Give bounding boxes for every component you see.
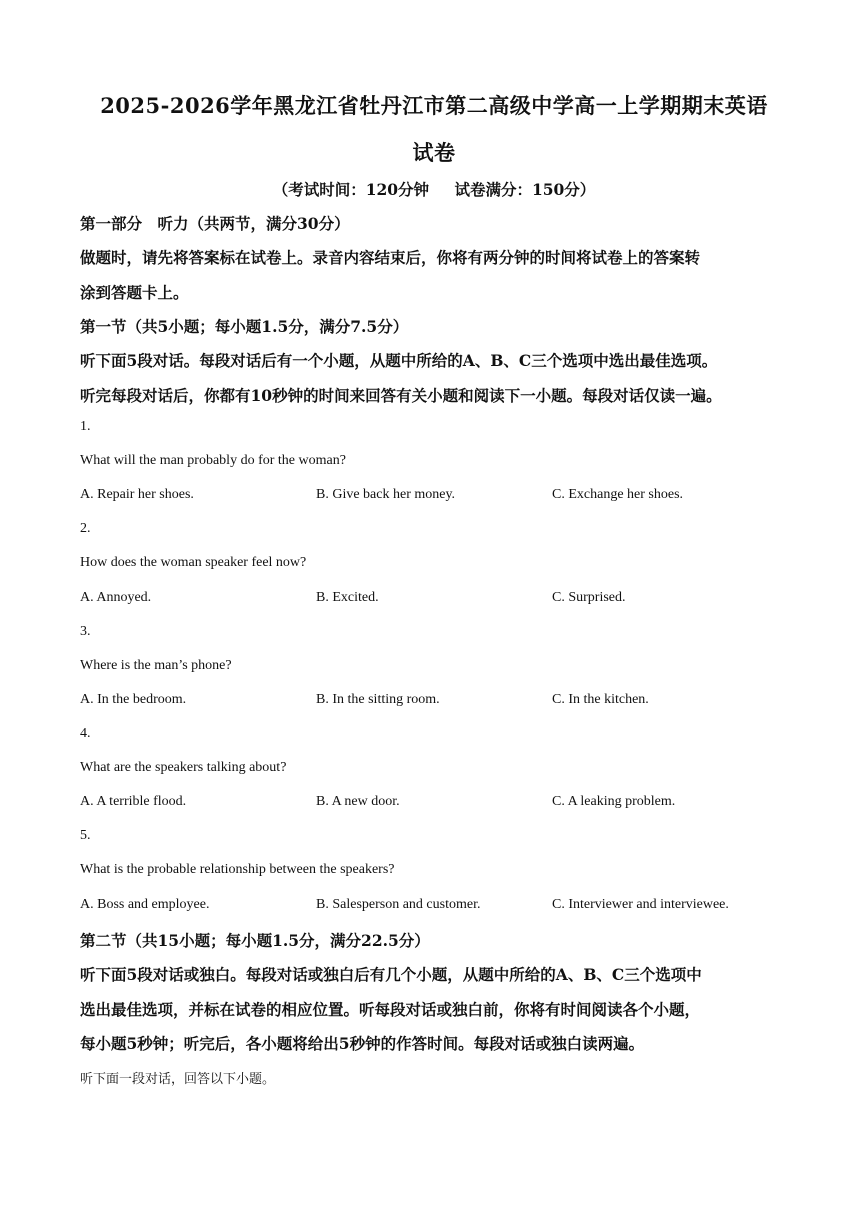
question-number: 5. (80, 828, 91, 843)
question-text: What will the man probably do for the woman? (80, 453, 346, 468)
exam-score: 试卷满分：150分） (454, 180, 596, 199)
section1-instruction-line-2: 听完每段对话后，你都有10秒钟的时间来回答有关小题和阅读下一小题。每段对话仅读一遍。 (80, 386, 722, 405)
section2-instruction-line-3: 每小题5秒钟；听完后，各小题将给出5秒钟的作答时间。每段对话或独白读两遍。 (80, 1034, 645, 1053)
option-a: A. Repair her shoes. (80, 487, 194, 502)
question-number: 3. (80, 624, 91, 639)
option-c: C. Surprised. (552, 590, 626, 605)
question-text: How does the woman speaker feel now? (80, 555, 307, 570)
option-b: B. In the sitting room. (316, 692, 440, 707)
option-a: A. In the bedroom. (80, 692, 187, 707)
exam-info (0, 178, 868, 200)
exam-time: （考试时间：120分钟 (272, 180, 430, 199)
option-a: A. Boss and employee. (80, 897, 210, 912)
part1-instruction-line-2: 涂到答题卡上。 (80, 283, 189, 302)
title-line-2: 试卷 (412, 140, 456, 165)
section2-note: 听下面一段对话，回答以下小题。 (80, 1072, 276, 1087)
question-number: 4. (80, 726, 91, 741)
question-number: 2. (80, 521, 91, 536)
part1-instruction-line-1: 做题时，请先将答案标在试卷上。录音内容结束后，你将有两分钟的时间将试卷上的答案转 (80, 248, 701, 267)
option-c: C. Interviewer and interviewee. (552, 897, 729, 912)
section2-heading: 第二节（共15小题；每小题1.5分，满分22.5分） (80, 931, 430, 950)
question-text: Where is the man’s phone? (80, 658, 232, 673)
option-b: B. A new door. (316, 794, 400, 809)
section2-instruction-line-2: 选出最佳选项，并标在试卷的相应位置。听每段对话或独白前，你将有时间阅读各个小题， (80, 1000, 701, 1019)
question-text: What is the probable relationship between the speakers? (80, 862, 395, 877)
question-text: What are the speakers talking about? (80, 760, 287, 775)
option-a: A. Annoyed. (80, 590, 152, 605)
option-c: C. A leaking problem. (552, 794, 676, 809)
option-c: C. Exchange her shoes. (552, 487, 684, 502)
option-b: B. Give back her money. (316, 487, 456, 502)
section2-instruction-line-1: 听下面5段对话或独白。每段对话或独白后有几个小题，从题中所给的A、B、C三个选项中 (80, 965, 702, 984)
option-b: B. Salesperson and customer. (316, 897, 481, 912)
question-number: 1. (80, 419, 91, 434)
option-a: A. A terrible flood. (80, 794, 187, 809)
option-c: C. In the kitchen. (552, 692, 649, 707)
part1-heading: 第一部分 听力（共两节，满分30分） (80, 214, 350, 233)
section1-instruction-line-1: 听下面5段对话。每段对话后有一个小题，从题中所给的A、B、C三个选项中选出最佳选项。 (80, 351, 718, 370)
option-b: B. Excited. (316, 590, 379, 605)
section1-heading: 第一节（共5小题；每小题1.5分，满分7.5分） (80, 317, 409, 336)
title-line-1: 2025-2026学年黑龙江省牡丹江市第二高级中学高一上学期期末英语 (100, 93, 768, 118)
